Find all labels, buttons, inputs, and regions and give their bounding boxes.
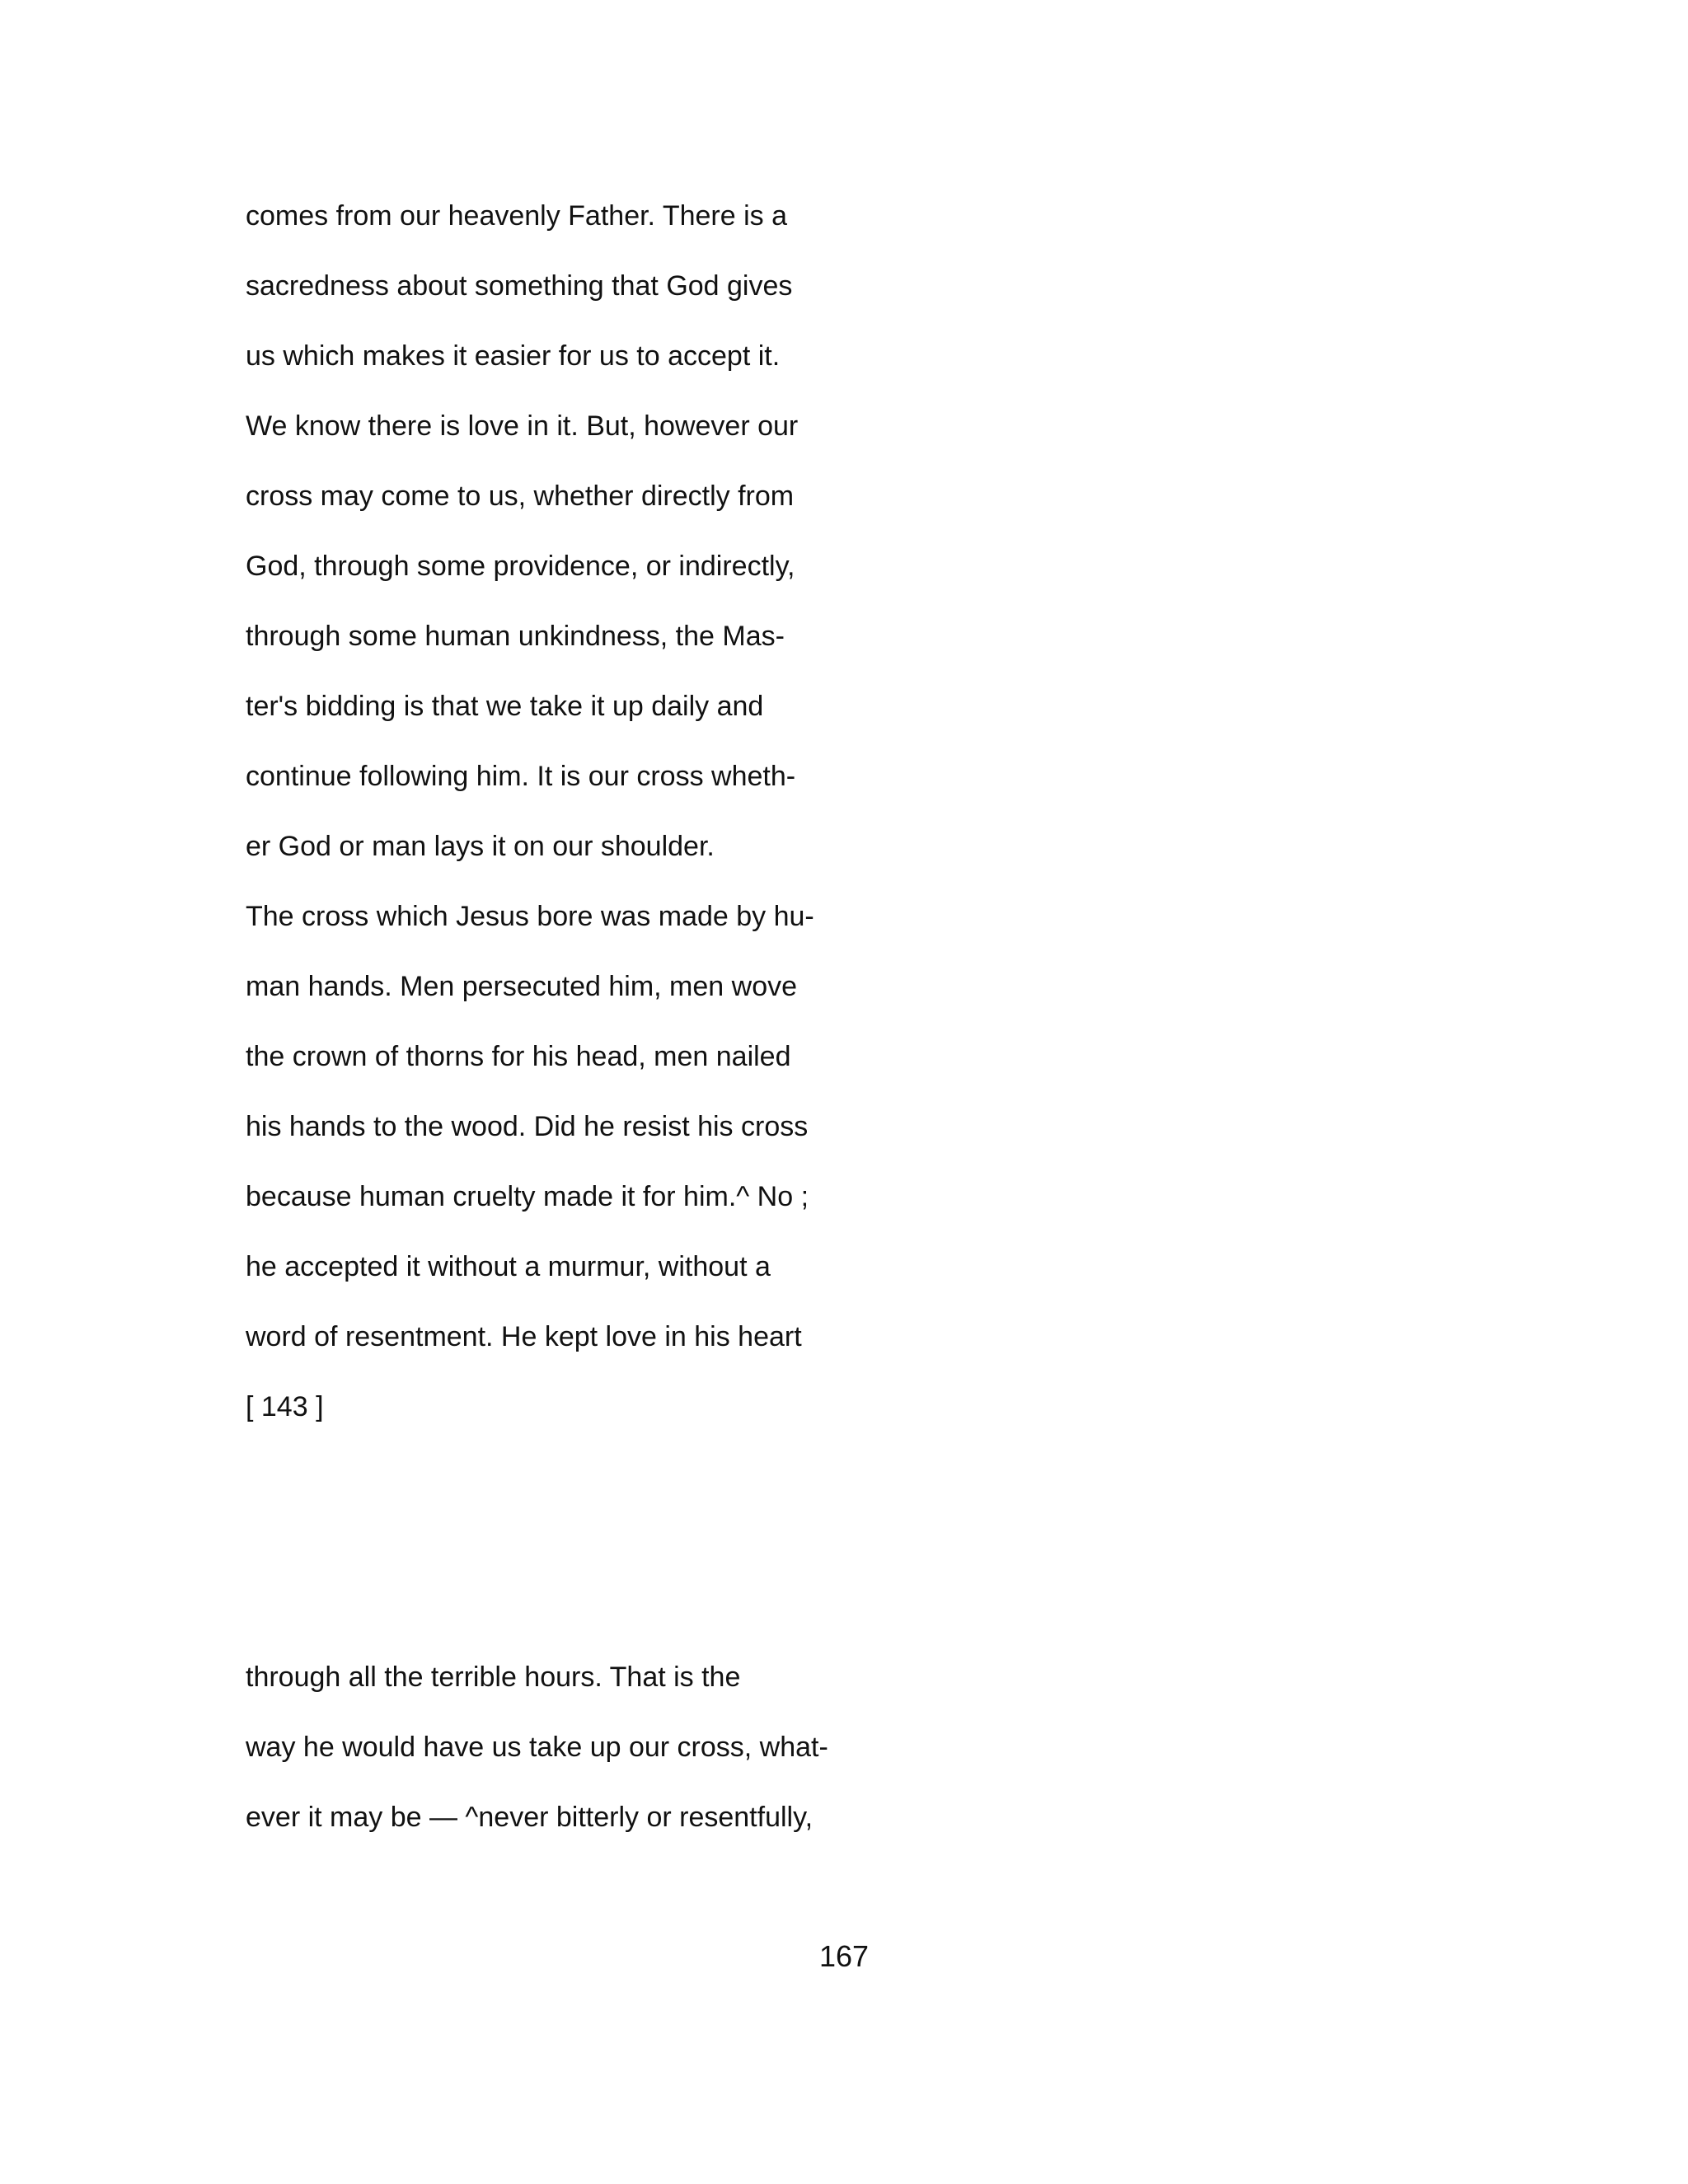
text-line: We know there is love in it. But, however our xyxy=(246,410,799,442)
text-line: sacredness about something that God gives xyxy=(246,270,793,302)
text-block-bottom xyxy=(246,1652,1235,1863)
text-line: ter's bidding is that we take it up daily and xyxy=(246,691,764,722)
text-line: the crown of thorns for his head, men nailed xyxy=(246,1041,791,1072)
scanned-page-number: [ 143 ] xyxy=(246,1391,324,1422)
text-line: The cross which Jesus bore was made by hu- xyxy=(246,901,814,932)
text-line: cross may come to us, whether directly from xyxy=(246,480,795,512)
text-line: comes from our heavenly Father. There is a xyxy=(246,200,788,232)
text-line: God, through some providence, or indirectly, xyxy=(246,551,795,582)
text-line: us which makes it easier for us to accept it. xyxy=(246,340,781,372)
text-line: er God or man lays it on our shoulder. xyxy=(246,831,715,862)
text-line: continue following him. It is our cross wheth- xyxy=(246,761,796,792)
text-line: man hands. Men persecuted him, men wove xyxy=(246,971,798,1002)
text-line: way he would have us take up our cross, what- xyxy=(246,1732,828,1763)
text-line: he accepted it without a murmur, without a xyxy=(246,1251,771,1282)
text-line: through some human unkindness, the Mas- xyxy=(246,621,785,652)
page-number: 167 xyxy=(818,1939,870,1973)
text-line: through all the terrible hours. That is the xyxy=(246,1661,741,1693)
text-line: word of resentment. He kept love in his heart xyxy=(246,1321,802,1352)
text-line: his hands to the wood. Did he resist his cross xyxy=(246,1111,809,1142)
text-line: because human cruelty made it for him.^ No ; xyxy=(246,1181,809,1212)
text-line: ever it may be — ^never bitterly or resentfully, xyxy=(246,1802,814,1833)
text-block-top xyxy=(246,191,1235,1452)
